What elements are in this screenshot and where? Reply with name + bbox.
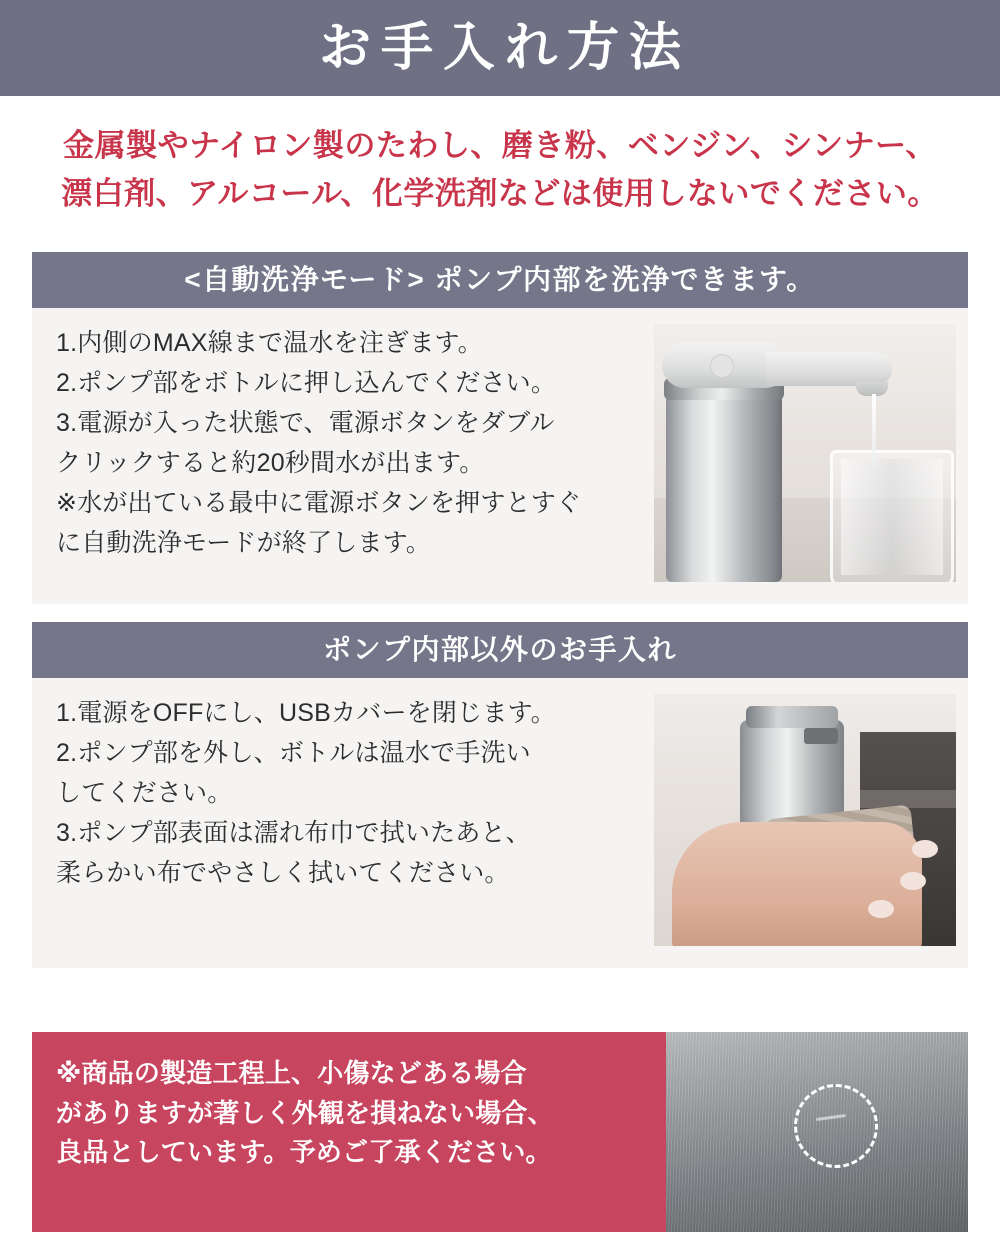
page-title: お手入れ方法 xyxy=(318,19,691,77)
step-line: 2.ポンプ部をボトルに押し込んでください。 xyxy=(56,369,557,398)
step-line: クリックすると約20秒間水が出ます。 xyxy=(56,449,485,478)
water-stream xyxy=(872,394,876,466)
step-line: 3.電源が入った状態で、電源ボタンをダブル xyxy=(56,409,555,438)
step-line: ※水が出ている最中に電源ボタンを押すとすぐ xyxy=(56,489,582,518)
step-line: に自動洗浄モードが終了します。 xyxy=(56,529,432,558)
power-button-icon xyxy=(710,354,734,378)
section-exterior-care xyxy=(32,622,968,968)
disclaimer-line-3: 良品としています。予めご了承ください。 xyxy=(56,1137,552,1168)
dispenser-body xyxy=(666,390,782,582)
usb-cover-tab xyxy=(804,728,838,744)
surface-scratch-photo xyxy=(666,1032,968,1232)
section-exterior-care-body xyxy=(32,678,968,946)
step-line: 2.ポンプ部を外し、ボトルは温水で手洗い xyxy=(56,739,531,768)
warning-line-1: 金属製やナイロン製のたわし、磨き粉、ベンジン、シンナー、 xyxy=(63,128,937,163)
step-line: 柔らかい布でやさしく拭いてください。 xyxy=(56,859,510,888)
photo-appliance-strip xyxy=(860,790,956,808)
warning-block xyxy=(0,96,1000,234)
disclaimer-block xyxy=(32,1032,968,1232)
section-exterior-care-band xyxy=(32,622,968,678)
warning-line-2: 漂白剤、アルコール、化学洗剤などは使用しないでください。 xyxy=(61,176,939,212)
highlight-circle-icon xyxy=(794,1084,878,1168)
step-line: 1.内側のMAX線まで温水を注ぎます。 xyxy=(56,329,483,358)
dispenser-spout xyxy=(766,352,892,386)
disclaimer-line-1: ※商品の製造工程上、小傷などある場合 xyxy=(56,1058,527,1088)
fingernail xyxy=(900,872,926,890)
hand-shape xyxy=(672,822,922,946)
disclaimer-text xyxy=(32,1032,666,1232)
dispenser-pouring-photo xyxy=(654,324,956,582)
section-auto-clean-title: <自動洗浄モード> ポンプ内部を洗浄できます。 xyxy=(184,264,816,296)
glass-shape xyxy=(830,450,954,582)
section-exterior-care-title: ポンプ内部以外のお手入れ xyxy=(322,634,677,666)
fingernail xyxy=(912,840,938,858)
section-auto-clean xyxy=(32,252,968,604)
section-exterior-care-steps xyxy=(32,694,654,894)
glass-inner xyxy=(841,459,943,575)
section-auto-clean-body xyxy=(32,308,968,582)
step-line: してください。 xyxy=(56,779,233,808)
disclaimer-line-2: がありますが著しく外観を損ねない場合、 xyxy=(56,1097,554,1128)
bottle-top xyxy=(746,706,838,728)
step-line: 3.ポンプ部表面は濡れ布巾で拭いたあと、 xyxy=(56,819,531,848)
section-auto-clean-band xyxy=(32,252,968,308)
fingernail xyxy=(868,900,894,918)
page-header xyxy=(0,0,1000,96)
step-line: 1.電源をOFFにし、USBカバーを閉じます。 xyxy=(56,699,556,728)
section-auto-clean-steps xyxy=(32,324,654,564)
wiping-hand-photo xyxy=(654,694,956,946)
